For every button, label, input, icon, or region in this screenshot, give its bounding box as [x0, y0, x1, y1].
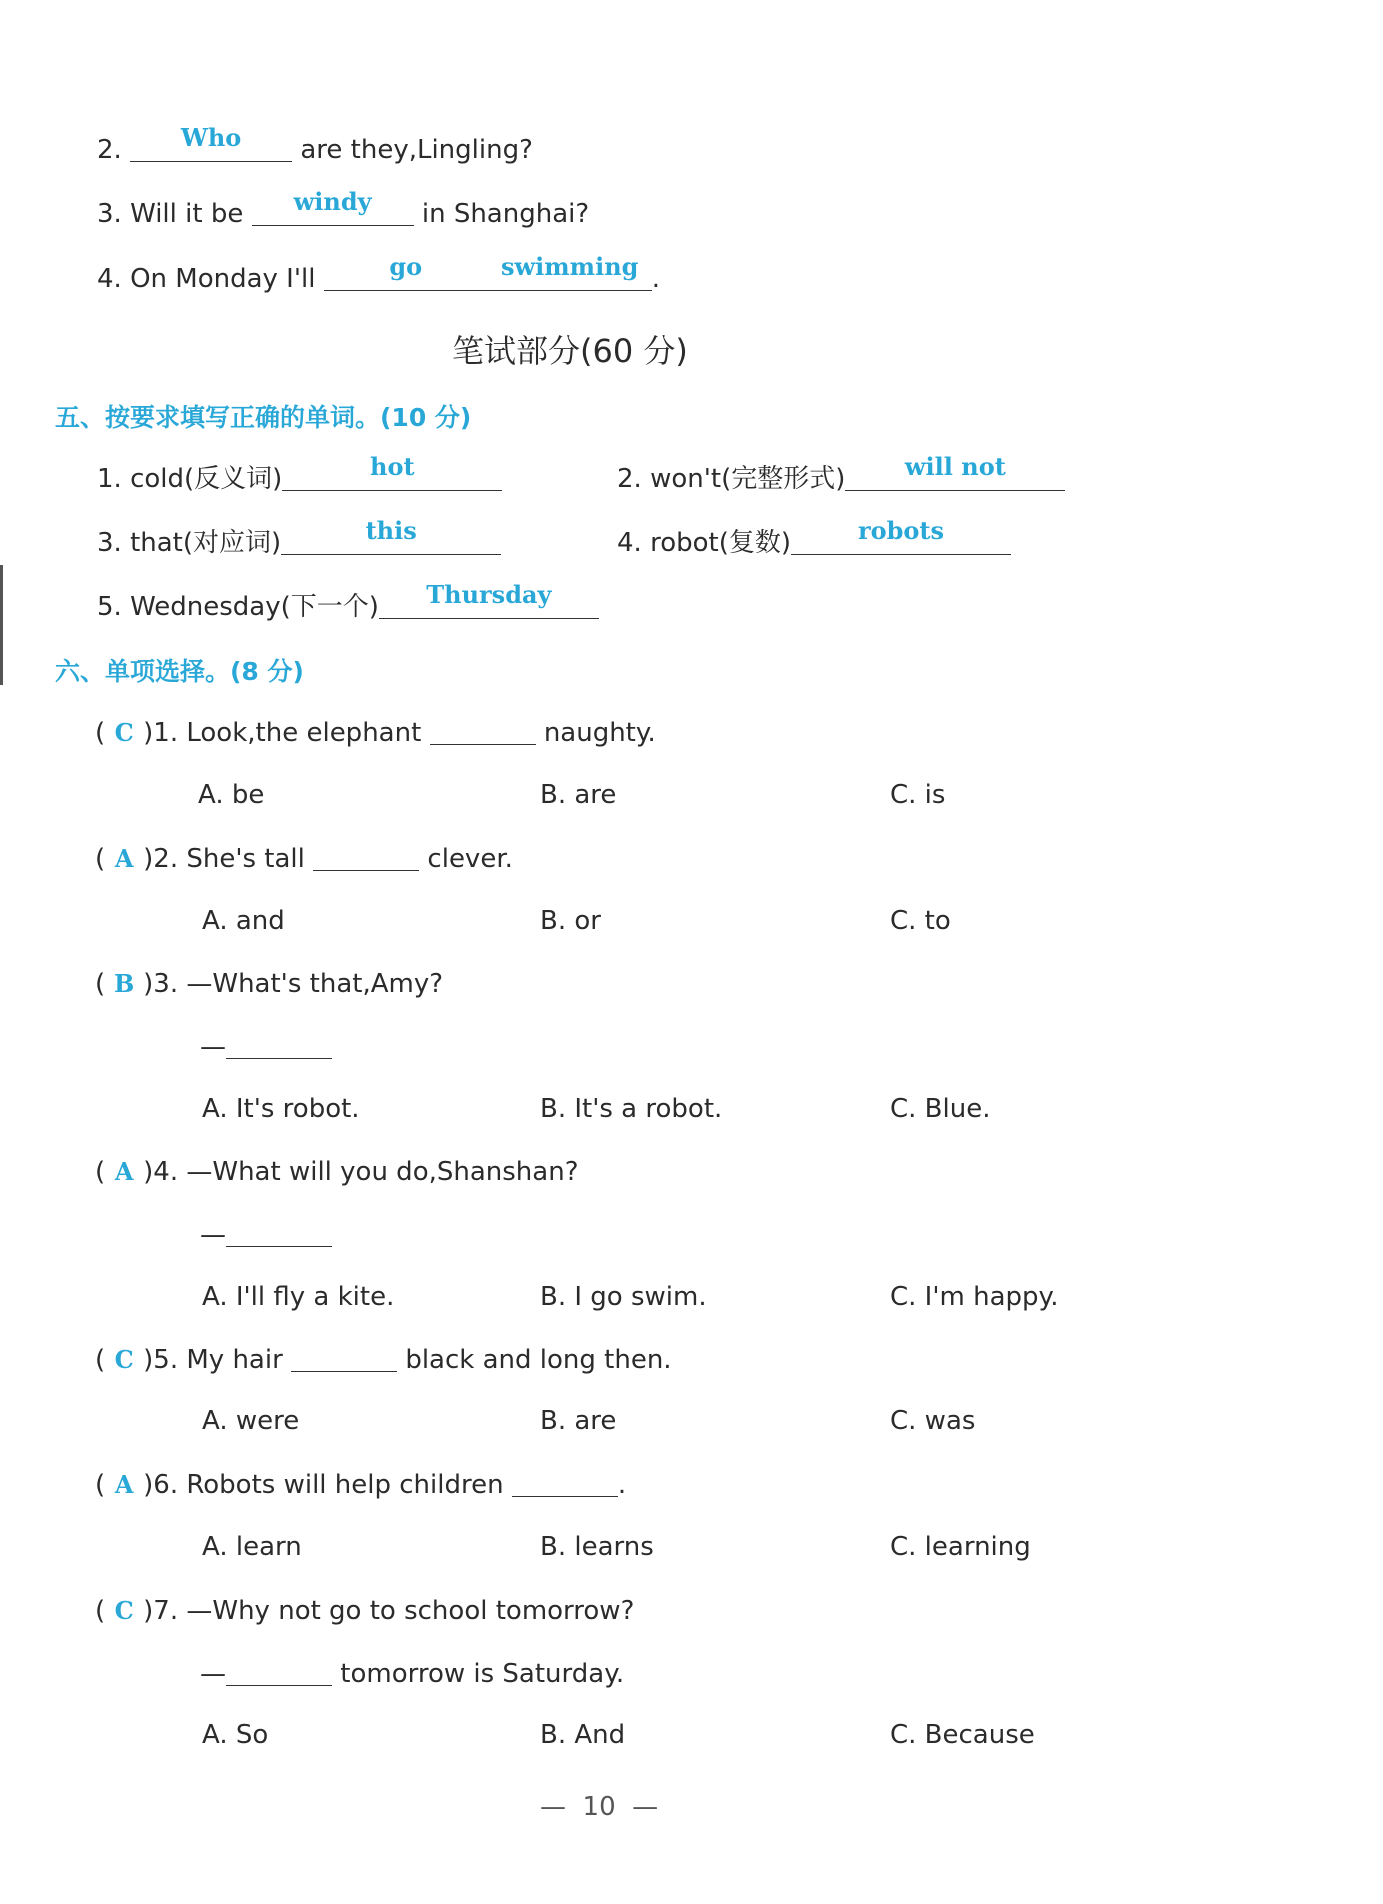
option: C. I'm happy. — [890, 1282, 1059, 1312]
option: C. Because — [890, 1720, 1035, 1750]
option: B. I go swim. — [540, 1282, 707, 1312]
choice-question: ( B )3. —What's that,Amy? — [95, 969, 444, 999]
page-number: 10 — [582, 1792, 616, 1822]
option: A. It's robot. — [202, 1094, 360, 1124]
option: A. So — [202, 1720, 269, 1750]
answer-blank: swimming — [488, 262, 652, 291]
answer-blank: Thursday — [379, 590, 599, 619]
section-5-title: 五、按要求填写正确的单词。(10 分) — [55, 403, 472, 432]
reply-line: — — [200, 1218, 332, 1252]
option: C. was — [890, 1406, 976, 1436]
option: B. are — [540, 1406, 617, 1436]
option: A. be — [198, 780, 265, 810]
answer-blank — [226, 1220, 332, 1247]
option: B. learns — [540, 1532, 654, 1562]
page-edge-mark — [0, 565, 3, 685]
fill-item: 2. won't(完整形式) will not — [617, 462, 1065, 496]
option: A. were — [202, 1406, 300, 1436]
option: C. Blue. — [890, 1094, 991, 1124]
reply-line: — — [200, 1030, 332, 1064]
choice-question: ( A )6. Robots will help children . — [95, 1470, 627, 1500]
answer-blank — [512, 1470, 618, 1497]
question-4: 4. On Monday I'll go swimming . — [97, 252, 660, 294]
answer-blank: robots — [791, 526, 1011, 555]
option: B. are — [540, 780, 617, 810]
fill-item: 4. robot(复数) robots — [617, 526, 1011, 560]
page-number-footer: — 10 — — [540, 1792, 659, 1822]
fill-item: 3. that(对应词) this — [97, 526, 501, 560]
option: C. learning — [890, 1532, 1031, 1562]
answer-blank — [430, 718, 536, 745]
reply-line: — tomorrow is Saturday. — [200, 1659, 625, 1689]
answer-blank: will not — [845, 462, 1065, 491]
option: A. I'll fly a kite. — [202, 1282, 395, 1312]
answer-blank: windy — [252, 197, 414, 226]
option: C. is — [890, 780, 946, 810]
choice-question: ( C )7. —Why not go to school tomorrow? — [95, 1596, 635, 1626]
choice-question: ( C )5. My hair black and long then. — [95, 1345, 672, 1375]
option: A. learn — [202, 1532, 302, 1562]
section-6-title: 六、单项选择。(8 分) — [55, 657, 304, 686]
answer-blank: go — [324, 262, 488, 291]
option: B. And — [540, 1720, 626, 1750]
written-part-title: 笔试部分(60 分) — [452, 332, 688, 370]
question-3: 3. Will it be windy in Shanghai? — [97, 187, 590, 229]
question-2: 2. Who are they,Lingling? — [97, 123, 533, 165]
option: B. or — [540, 906, 601, 936]
choice-question: ( A )2. She's tall clever. — [95, 844, 513, 874]
answer-blank: this — [281, 526, 501, 555]
answer-blank: Who — [130, 133, 292, 162]
choice-question: ( C )1. Look,the elephant naughty. — [95, 718, 656, 748]
fill-item: 5. Wednesday(下一个) Thursday — [97, 590, 599, 624]
answer-blank — [291, 1345, 397, 1372]
answer-blank — [226, 1032, 332, 1059]
answer-blank — [226, 1659, 332, 1686]
option: C. to — [890, 906, 951, 936]
option: B. It's a robot. — [540, 1094, 723, 1124]
choice-question: ( A )4. —What will you do,Shanshan? — [95, 1157, 579, 1187]
answer-blank: hot — [282, 462, 502, 491]
option: A. and — [202, 906, 285, 936]
fill-item: 1. cold(反义词) hot — [97, 462, 502, 496]
answer-blank — [313, 844, 419, 871]
